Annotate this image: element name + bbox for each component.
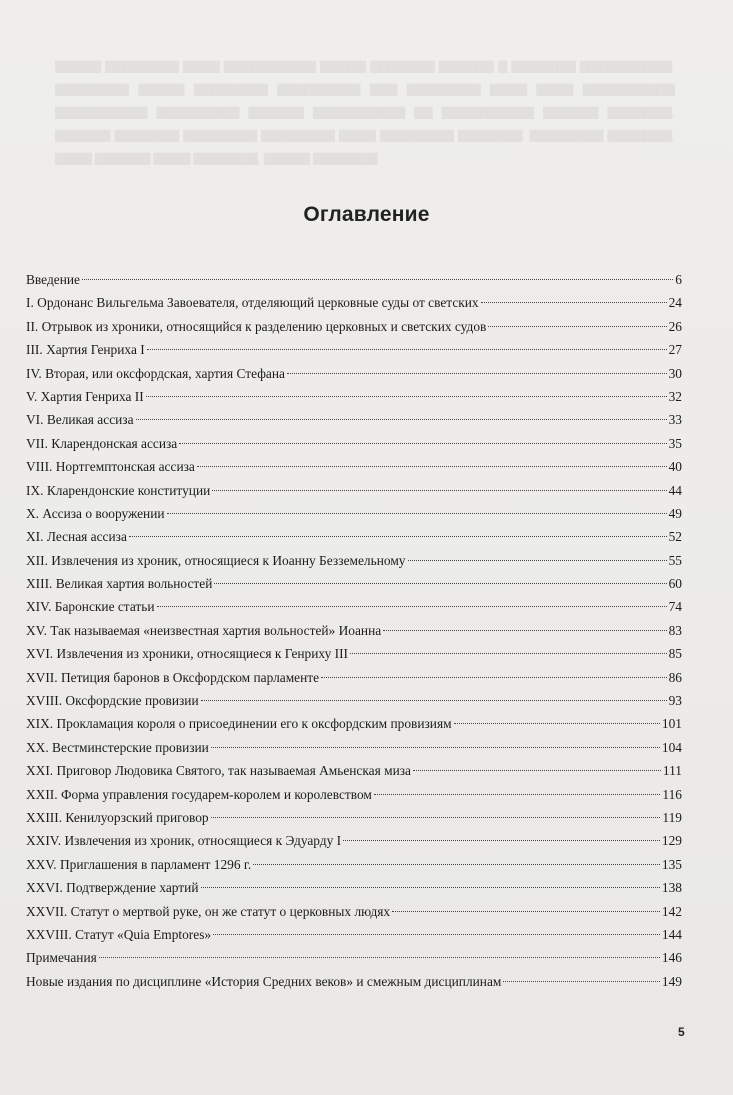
toc-entry xyxy=(26,853,682,876)
toc-entry-page: 129 xyxy=(661,833,682,849)
toc-entry-title: Примечания xyxy=(26,950,97,966)
toc-entry xyxy=(26,759,682,782)
toc-entry xyxy=(26,479,682,502)
toc-entry-page: 146 xyxy=(661,950,682,966)
toc-entry-page: 111 xyxy=(662,763,682,779)
dot-leader xyxy=(408,560,667,561)
dot-leader xyxy=(350,653,667,654)
toc-entry xyxy=(26,502,682,525)
toc-entry xyxy=(26,736,682,759)
bleed-through-texture: ▇▇▇▇▇ ▇▇▇▇▇▇▇▇ ▇▇▇▇ ▇▇▇▇▇▇▇▇▇▇ ▇▇▇▇▇ ▇▇▇▇▇▇▇ ▇▇▇▇▇▇ ▇ ▇▇▇▇▇▇▇ ▇▇▇▇▇▇▇▇▇▇. ▇▇▇▇▇▇▇▇ ▇▇▇▇▇ ▇▇▇▇▇▇▇▇ ▇▇▇▇▇▇▇▇▇ ▇▇▇ ▇▇▇▇▇▇▇▇ ▇▇▇▇ ▇▇▇▇ ▇▇▇▇▇▇▇▇▇▇ ▇▇▇▇▇▇▇▇▇▇ ▇▇▇▇▇▇▇▇▇ ▇▇▇▇▇▇ ▇▇▇▇▇▇▇▇▇▇ ▇▇ ▇▇▇▇▇▇▇▇▇▇ ▇▇▇▇▇▇ ▇▇▇▇▇▇▇, ▇▇▇▇▇▇ ▇▇▇▇▇▇▇ ▇▇▇▇▇▇▇▇ ▇▇▇▇▇▇▇▇ ▇▇▇▇ ▇▇▇▇▇▇▇▇ ▇▇▇▇▇▇▇. ▇▇▇▇▇▇▇▇ ▇▇▇▇▇▇▇, ▇▇▇▇ ▇▇▇▇▇▇ ▇▇▇▇ ▇▇▇▇▇▇▇, ▇▇▇▇▇ ▇▇▇▇▇▇▇ xyxy=(55,59,675,165)
dot-leader xyxy=(413,770,661,771)
toc-entry-page: 104 xyxy=(661,739,682,755)
dot-leader xyxy=(146,396,667,397)
toc-entry xyxy=(26,783,682,806)
toc-entry-page: 83 xyxy=(668,622,682,638)
toc-entry-page: 24 xyxy=(668,295,682,311)
toc-entry-page: 49 xyxy=(668,505,682,521)
toc-entry-page: 135 xyxy=(661,856,682,872)
toc-entry-title: XIV. Баронские статьи xyxy=(26,599,155,615)
toc-entry-page: 144 xyxy=(661,926,682,942)
toc-entry xyxy=(26,315,682,338)
toc-entry-title: Введение xyxy=(26,272,80,287)
dot-leader xyxy=(321,677,667,678)
toc-entry xyxy=(26,806,682,829)
toc-entry-title: XV. Так называемая «неизвестная хартия вольностей» Иоанна xyxy=(26,622,382,638)
toc-entry xyxy=(26,595,682,618)
toc-entry-title: II. Отрывок из хроники, относящийся к разделению церковных и светских судов xyxy=(26,318,487,334)
dot-leader xyxy=(99,957,660,958)
toc-entry-title: XXI. Приговор Людовика Святого, так называемая Амьенская миза xyxy=(26,763,412,779)
dot-leader xyxy=(503,981,660,982)
toc-entry-title: XX. Вестминстерские провизии xyxy=(26,739,209,755)
toc-heading: Оглавление xyxy=(303,203,430,226)
toc-entry-title: XXVIII. Статут «Quia Emptores» xyxy=(26,926,212,942)
toc-entry-title: VII. Кларендонская ассиза xyxy=(26,435,178,451)
toc-entry xyxy=(26,549,682,572)
toc-entry-title: XVII. Петиция баронов в Оксфордском парламенте xyxy=(26,669,320,685)
toc-entry-page: 119 xyxy=(662,809,682,825)
toc-entry-page: 74 xyxy=(668,599,682,615)
dot-leader xyxy=(167,513,667,514)
toc-entry xyxy=(26,572,682,595)
toc-entry-title: III. Хартия Генриха I xyxy=(26,342,145,358)
toc-entry-page: 101 xyxy=(661,716,682,732)
toc-entry xyxy=(26,455,682,478)
dot-leader xyxy=(211,817,661,818)
dot-leader xyxy=(343,840,660,841)
dot-leader xyxy=(136,419,667,420)
toc-entry-title: XXVI. Подтверждение хартий xyxy=(26,880,199,896)
dot-leader xyxy=(147,349,667,350)
toc-entry xyxy=(26,268,682,291)
toc-entry-page: 30 xyxy=(668,365,682,381)
dot-leader xyxy=(481,302,667,303)
toc-entry xyxy=(26,642,682,665)
toc-entry xyxy=(26,408,682,431)
toc-entry-title: XXVII. Статут о мертвой руке, он же статут о церковных людях xyxy=(26,903,391,919)
toc-entry xyxy=(26,712,682,735)
toc-entry xyxy=(26,619,682,642)
dot-leader xyxy=(213,934,660,935)
toc-entry-title: I. Ордонанс Вильгельма Завоевателя, отделяющий церковные суды от светских xyxy=(26,295,479,311)
toc-entry-title: Новые издания по дисциплине «История Средних веков» и смежным дисциплинам xyxy=(26,973,502,989)
toc-entry-title: XXV. Приглашения в парламент 1296 г. xyxy=(26,856,252,872)
dot-leader xyxy=(129,536,667,537)
toc-entry-title: XII. Извлечения из хроник, относящиеся к Иоанну Безземельному xyxy=(26,552,406,568)
toc-entry-page: 60 xyxy=(668,576,682,592)
toc-entry xyxy=(26,362,682,385)
toc-entry-page: 149 xyxy=(661,973,682,989)
toc-entry xyxy=(26,900,682,923)
dot-leader xyxy=(212,490,666,491)
toc-entry-title: XVIII. Оксфордские провизии xyxy=(26,693,199,709)
toc-entry-title: V. Хартия Генриха II xyxy=(26,388,144,404)
dot-leader xyxy=(383,630,666,631)
toc-entry xyxy=(26,923,682,946)
dot-leader xyxy=(211,747,660,748)
dot-leader xyxy=(253,864,660,865)
toc-entry-page: 86 xyxy=(668,669,682,685)
toc-entry-page: 93 xyxy=(668,693,682,709)
table-of-contents xyxy=(26,268,682,993)
toc-entry xyxy=(26,385,682,408)
toc-entry-title: IX. Кларендонские конституции xyxy=(26,482,211,498)
toc-entry-title: VI. Великая ассиза xyxy=(26,412,134,428)
toc-entry xyxy=(26,666,682,689)
toc-entry xyxy=(26,970,682,993)
toc-entry-page: 6 xyxy=(675,272,682,287)
toc-entry-page: 138 xyxy=(661,880,682,896)
dot-leader xyxy=(287,373,667,374)
toc-entry-page: 85 xyxy=(668,646,682,662)
dot-leader xyxy=(214,583,666,584)
toc-entry-title: X. Ассиза о вооружении xyxy=(26,505,165,521)
dot-leader xyxy=(201,700,667,701)
toc-entry-page: 33 xyxy=(668,412,682,428)
toc-entry-title: XVI. Извлечения из хроники, относящиеся к Генриху III xyxy=(26,646,349,662)
toc-entry-title: XIII. Великая хартия вольностей xyxy=(26,576,213,592)
dot-leader xyxy=(374,794,661,795)
toc-entry-title: XXIV. Извлечения из хроник, относящиеся к Эдуарду I xyxy=(26,833,342,849)
toc-entry-page: 55 xyxy=(668,552,682,568)
toc-entry xyxy=(26,338,682,361)
toc-entry-title: XXII. Форма управления государем-королем и королевством xyxy=(26,786,372,802)
toc-entry xyxy=(26,946,682,969)
dot-leader xyxy=(392,911,660,912)
toc-entry-page: 27 xyxy=(668,342,682,358)
toc-entry xyxy=(26,291,682,314)
toc-entry xyxy=(26,829,682,852)
toc-entry-page: 32 xyxy=(668,388,682,404)
dot-leader xyxy=(201,887,660,888)
page-number: 5 xyxy=(678,1025,685,1039)
dot-leader xyxy=(197,466,667,467)
dot-leader xyxy=(82,279,673,280)
toc-entry-title: XIX. Прокламация короля о присоединении его к оксфордским провизиям xyxy=(26,716,452,732)
toc-entry-page: 35 xyxy=(668,435,682,451)
toc-entry-title: XXIII. Кенилуорзский приговор xyxy=(26,809,209,825)
toc-entry xyxy=(26,525,682,548)
dot-leader xyxy=(488,326,666,327)
toc-entry-title: VIII. Нортгемптонская ассиза xyxy=(26,459,195,475)
toc-entry-page: 26 xyxy=(668,318,682,334)
toc-entry-page: 52 xyxy=(668,529,682,545)
toc-entry xyxy=(26,876,682,899)
toc-entry-page: 116 xyxy=(662,786,682,802)
dot-leader xyxy=(454,723,660,724)
toc-entry-page: 44 xyxy=(668,482,682,498)
toc-entry-page: 142 xyxy=(661,903,682,919)
dot-leader xyxy=(157,606,667,607)
dot-leader xyxy=(179,443,666,444)
toc-entry xyxy=(26,689,682,712)
toc-entry-title: XI. Лесная ассиза xyxy=(26,529,127,545)
toc-entry xyxy=(26,432,682,455)
toc-entry-page: 40 xyxy=(668,459,682,475)
toc-entry-title: IV. Вторая, или оксфордская, хартия Стефана xyxy=(26,365,285,381)
